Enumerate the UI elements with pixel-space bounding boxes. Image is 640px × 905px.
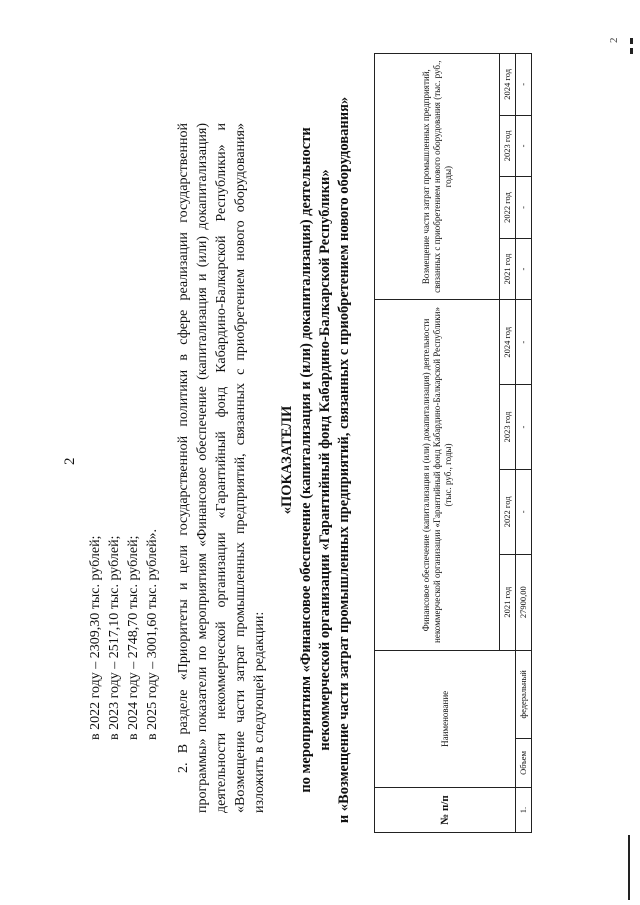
indicators-table (374, 53, 532, 833)
year-header: 2022 год (500, 177, 516, 239)
header-num: № п/п (375, 788, 516, 833)
table-cell: 27900,00 (516, 554, 532, 650)
table-cell: - (516, 115, 532, 177)
title-line-3: и «Возмещение части затрат промышленных предприятий, связанных с приобретением нового оборудования» (336, 96, 352, 824)
title-line-2: по мероприятиям «Финансовое обеспечение (капитализация и (или) докапитализация) деятельности некоммерческой организации «Гарантийный фонд Кабардино-Балкарской Республики» (298, 127, 333, 793)
year-header: 2021 год (500, 554, 516, 650)
year-header: 2024 год (500, 54, 516, 116)
table-cell: - (516, 385, 532, 470)
row-number: 1. (516, 788, 532, 833)
page-number-corner: 2 (608, 37, 620, 43)
budget-list (86, 529, 162, 740)
row-name-volume: Объем (516, 738, 532, 787)
row-name-federal: федеральный (516, 650, 532, 738)
table-cell: - (516, 238, 532, 300)
budget-line: в 2023 году – 2517,10 тыс. рублей; (107, 535, 122, 740)
page-number: 2 (62, 457, 78, 465)
year-header: 2021 год (500, 238, 516, 300)
year-header: 2024 год (500, 300, 516, 385)
budget-line: в 2025 году – 3001,60 тыс. рублей». (145, 528, 160, 740)
year-header: 2023 год (500, 115, 516, 177)
year-header: 2023 год (500, 385, 516, 470)
header-group-guarantee-fund: Финансовое обеспечение (капитализация и (или) докапитализация) деятельности некоммерческой организации «Гарантийный фонд Кабардино-Балкарской Республики» (тыс. руб., годы) (375, 300, 500, 650)
amendment-paragraph (174, 123, 269, 813)
year-header: 2022 год (500, 469, 516, 554)
budget-line: в 2024 году – 2748,70 тыс. рублей; (126, 535, 141, 740)
table-cell: - (516, 469, 532, 554)
title-line-1: «ПОКАЗАТЕЛИ (279, 405, 295, 515)
indicators-title (278, 85, 354, 835)
header-name: Наименование (375, 650, 516, 787)
header-group-equipment-compensation: Возмещение части затрат промышленных предприятий, связанных с приобретением нового оборудования (тыс. руб., годы) (375, 54, 500, 300)
table-cell: - (516, 177, 532, 239)
budget-line: в 2022 году – 2309,30 тыс. рублей; (88, 535, 103, 740)
table-cell: - (516, 300, 532, 385)
paragraph-text: 2. В разделе «Приоритеты и цели государственной политики в сфере реализации государственной программы» показатели по мероприятиям «Финансовое обеспечение (капитализация и (или) докапитализация) деятельности некоммерческой организации «Гарантийный фонд Кабардино-Балкарской Республики» и «Возмещение части затрат промышленных предприятий, связанных с приобретением нового оборудования» изложить в следующей редакции: (176, 123, 267, 813)
table-row (516, 54, 532, 833)
table-cell: - (516, 54, 532, 116)
